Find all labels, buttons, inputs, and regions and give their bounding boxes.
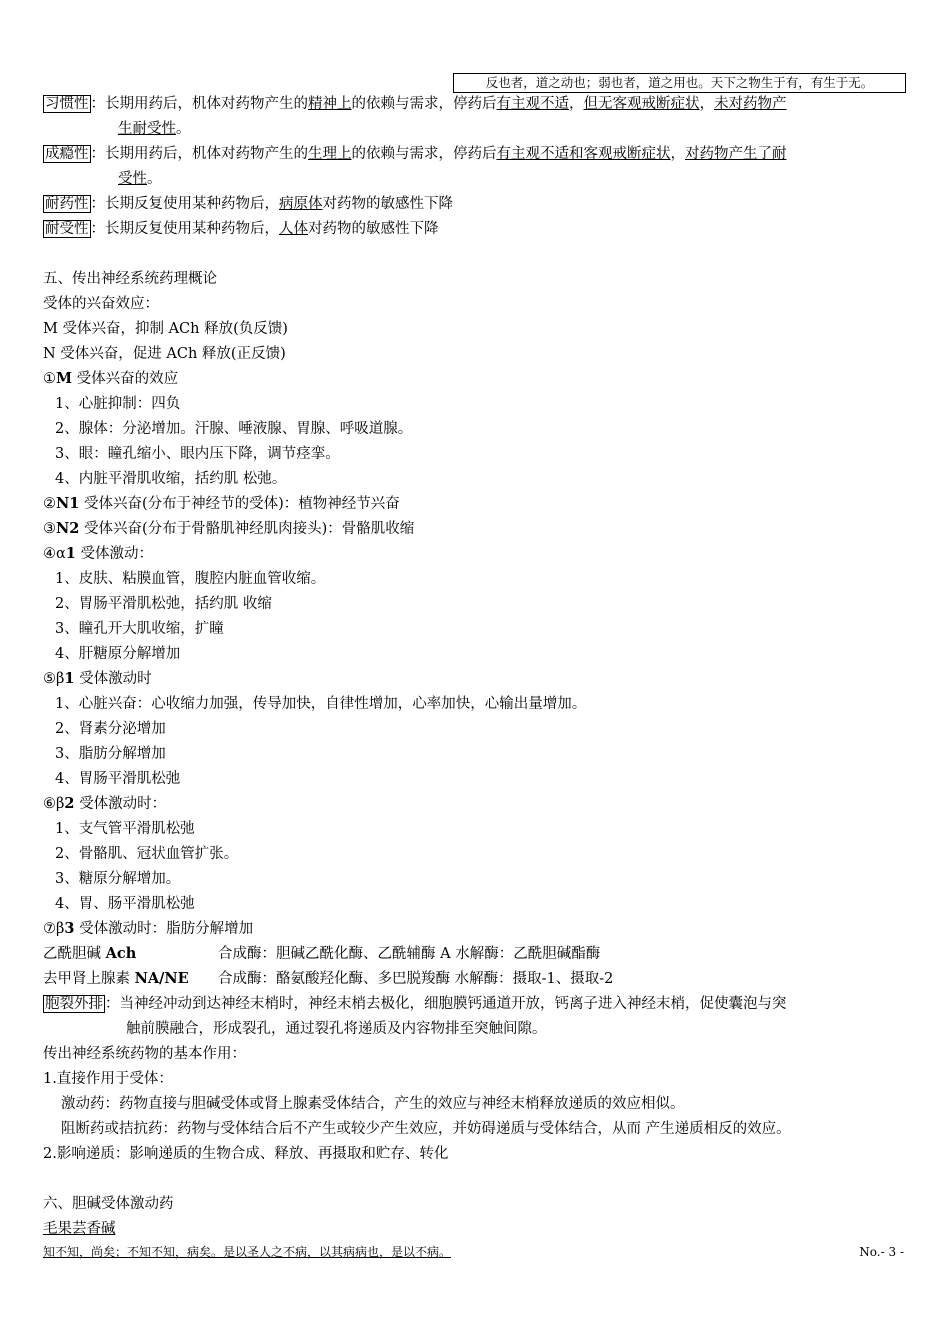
term-label: 耐受性 xyxy=(45,221,89,237)
subsection-heading: ②N1 受体兴奋(分布于神经节的受体)：植物神经节兴奋 xyxy=(43,495,400,512)
list-item: 2、腺体：分泌增加。汗腺、唾液腺、胃腺、呼吸道腺。 xyxy=(55,421,413,437)
term-habituation: 习惯性 ：长期用药后，机体对药物产生的精神上的依赖与需求，停药后有主观不适，但无客观戒断症状，未对药物产 xyxy=(45,96,787,112)
term-label: 成瘾性 xyxy=(45,146,89,162)
list-item: 4、内脏平滑肌收缩，括约肌 松弛。 xyxy=(55,471,287,487)
transmitter-ne-enzymes: 合成酶：酪氨酸羟化酶、多巴脱羧酶 水解酶：摄取-1、摄取-2 xyxy=(218,971,614,987)
paragraph: 2.影响递质：影响递质的生物合成、释放、再摄取和贮存、转化 xyxy=(43,1146,449,1162)
section-title: 五、传出神经系统药理概论 xyxy=(43,271,217,287)
header-quote: 反也者，道之动也；弱也者，道之用也。天下之物生于有，有生于无。 xyxy=(453,73,906,93)
paragraph: 受体的兴奋效应： xyxy=(43,296,159,312)
paragraph: 激动药：药物直接与胆碱受体或肾上腺素受体结合，产生的效应与神经末梢释放递质的效应相似。 xyxy=(61,1096,685,1112)
list-item: 2、胃肠平滑肌松弛，括约肌 收缩 xyxy=(55,596,272,612)
paragraph: 1.直接作用于受体： xyxy=(43,1071,173,1087)
transmitter-ach-enzymes: 合成酶：胆碱乙酰化酶、乙酰辅酶 A 水解酶：乙酰胆碱酯酶 xyxy=(218,946,601,962)
subsection-heading: ⑥β2 受体激动时： xyxy=(43,795,167,812)
list-item: 4、胃、肠平滑肌松弛 xyxy=(55,896,195,912)
footer-quote: 知不知，尚矣；不知不知，病矣。是以圣人之不病，以其病病也，是以不病。 xyxy=(43,1245,452,1259)
paragraph: 阻断药或拮抗药：药物与受体结合后不产生或较少产生效应，并妨碍递质与受体结合，从而 产生递质相反的效应。 xyxy=(61,1121,791,1137)
list-item: 1、心脏兴奋：心收缩力加强，传导加快，自律性增加，心率加快，心输出量增加。 xyxy=(55,696,587,712)
list-item: 1、支气管平滑肌松弛 xyxy=(55,821,195,837)
list-item: 3、眼：瞳孔缩小、眼内压下降，调节痉挛。 xyxy=(55,446,340,462)
list-item: 1、皮肤、粘膜血管，腹腔内脏血管收缩。 xyxy=(55,571,326,587)
paragraph: N 受体兴奋，促进 ACh 释放(正反馈) xyxy=(43,346,286,362)
drug-heading: 毛果芸香碱 xyxy=(43,1221,116,1237)
list-item: 3、瞳孔开大肌收缩，扩瞳 xyxy=(55,621,224,637)
list-item: 1、心脏抑制：四负 xyxy=(55,396,181,412)
list-item: 3、脂肪分解增加 xyxy=(55,746,166,762)
subsection-heading: ⑤β1 受体激动时 xyxy=(43,670,152,687)
transmitter-ach: 乙酰胆碱 Ach xyxy=(43,945,137,962)
list-item: 3、糖原分解增加。 xyxy=(55,871,181,887)
term-label: 胞裂外排 xyxy=(45,996,103,1012)
term-addiction-cont: 受性。 xyxy=(118,171,162,187)
term-label: 耐药性 xyxy=(45,196,89,212)
term-exocytosis: 胞裂外排 ：当神经冲动到达神经末梢时，神经末梢去极化，细胞膜钙通道开放，钙离子进入神经末梢，促使囊泡与突 xyxy=(45,996,787,1012)
list-item: 4、肝糖原分解增加 xyxy=(55,646,181,662)
subsection-heading: ③N2 受体兴奋(分布于骨骼肌神经肌肉接头)：骨骼肌收缩 xyxy=(43,520,415,537)
page-number: No.- 3 - xyxy=(859,1245,904,1259)
subsection-heading: ④α1 受体激动： xyxy=(43,545,153,562)
list-item: 2、骨骼肌、冠状血管扩张。 xyxy=(55,846,239,862)
term-addiction: 成瘾性 ：长期用药后，机体对药物产生的生理上的依赖与需求，停药后有主观不适和客观戒断症状，对药物产生了耐 xyxy=(45,146,787,162)
paragraph: M 受体兴奋，抑制 ACh 释放(负反馈) xyxy=(43,321,288,337)
list-item: 4、胃肠平滑肌松弛 xyxy=(55,771,181,787)
list-item: 2、肾素分泌增加 xyxy=(55,721,166,737)
subsection-heading: ①M 受体兴奋的效应 xyxy=(43,370,179,387)
term-drug-resistance: 耐药性 ：长期反复使用某种药物后，病原体对药物的敏感性下降 xyxy=(45,196,453,212)
term-label: 习惯性 xyxy=(45,96,89,112)
section-title: 六、胆碱受体激动药 xyxy=(43,1196,174,1212)
transmitter-ne: 去甲肾上腺素 NA/NE xyxy=(43,970,189,987)
term-exocytosis-cont: 触前膜融合，形成裂孔，通过裂孔将递质及内容物排至突触间隙。 xyxy=(126,1021,547,1037)
paragraph: 传出神经系统药物的基本作用： xyxy=(43,1046,246,1062)
term-habituation-cont: 生耐受性。 xyxy=(118,121,191,137)
term-tolerance: 耐受性 ：长期反复使用某种药物后，人体对药物的敏感性下降 xyxy=(45,221,439,237)
subsection-heading: ⑦β3 受体激动时：脂肪分解增加 xyxy=(43,920,254,937)
